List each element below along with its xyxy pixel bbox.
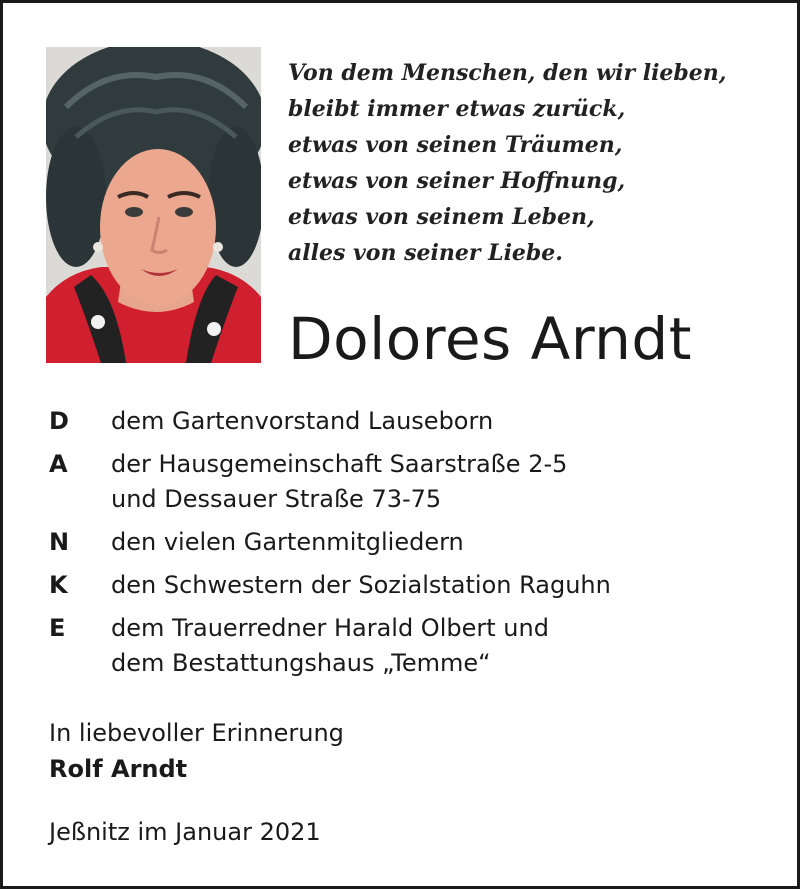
thanks-row [49,568,769,603]
thanks-row [49,611,769,681]
thanks-line: der Hausgemeinschaft Saarstraße 2-5 [111,450,568,478]
thanks-line: dem Trauerredner Harald Olbert und [111,614,549,642]
thanks-line: den Schwestern der Sozialstation Raguhn [111,571,611,599]
poem-line: etwas von seinem Leben, [288,204,595,230]
thanks-text [111,525,464,560]
thanks-line: und Dessauer Straße 73-75 [111,485,442,513]
thanks-text [111,568,611,603]
place-date: Jeßnitz im Januar 2021 [49,818,321,846]
portrait-image [46,47,261,363]
poem-line: Von dem Menschen, den wir lieben, [288,60,727,86]
thanks-letter: A [49,450,68,478]
portrait-photo [46,47,261,363]
thanks-line: dem Bestattungshaus „Temme“ [111,649,491,677]
thanks-text [111,404,493,439]
thanks-row [49,525,769,560]
thanks-letter: N [49,528,70,556]
thanks-row [49,447,769,517]
poem-line: etwas von seiner Hoffnung, [288,168,626,194]
thanks-letter: E [49,614,66,642]
thanks-list [49,404,769,689]
thanks-text [111,611,549,681]
poem-line: etwas von seinen Träumen, [288,132,623,158]
deceased-name: Dolores Arndt [288,305,692,373]
thanks-text [111,447,567,517]
signer-name: Rolf Arndt [49,755,188,783]
thanks-letter: K [49,571,68,599]
poem [288,55,726,271]
poem-line: bleibt immer etwas zurück, [288,96,626,122]
thanks-row [49,404,769,439]
thanks-line: den vielen Gartenmitgliedern [111,528,464,556]
thanks-line: dem Gartenvorstand Lauseborn [111,407,494,435]
memory-line: In liebevoller Erinnerung [49,719,344,747]
poem-line: alles von seiner Liebe. [288,240,563,266]
thanks-letter: D [49,407,69,435]
